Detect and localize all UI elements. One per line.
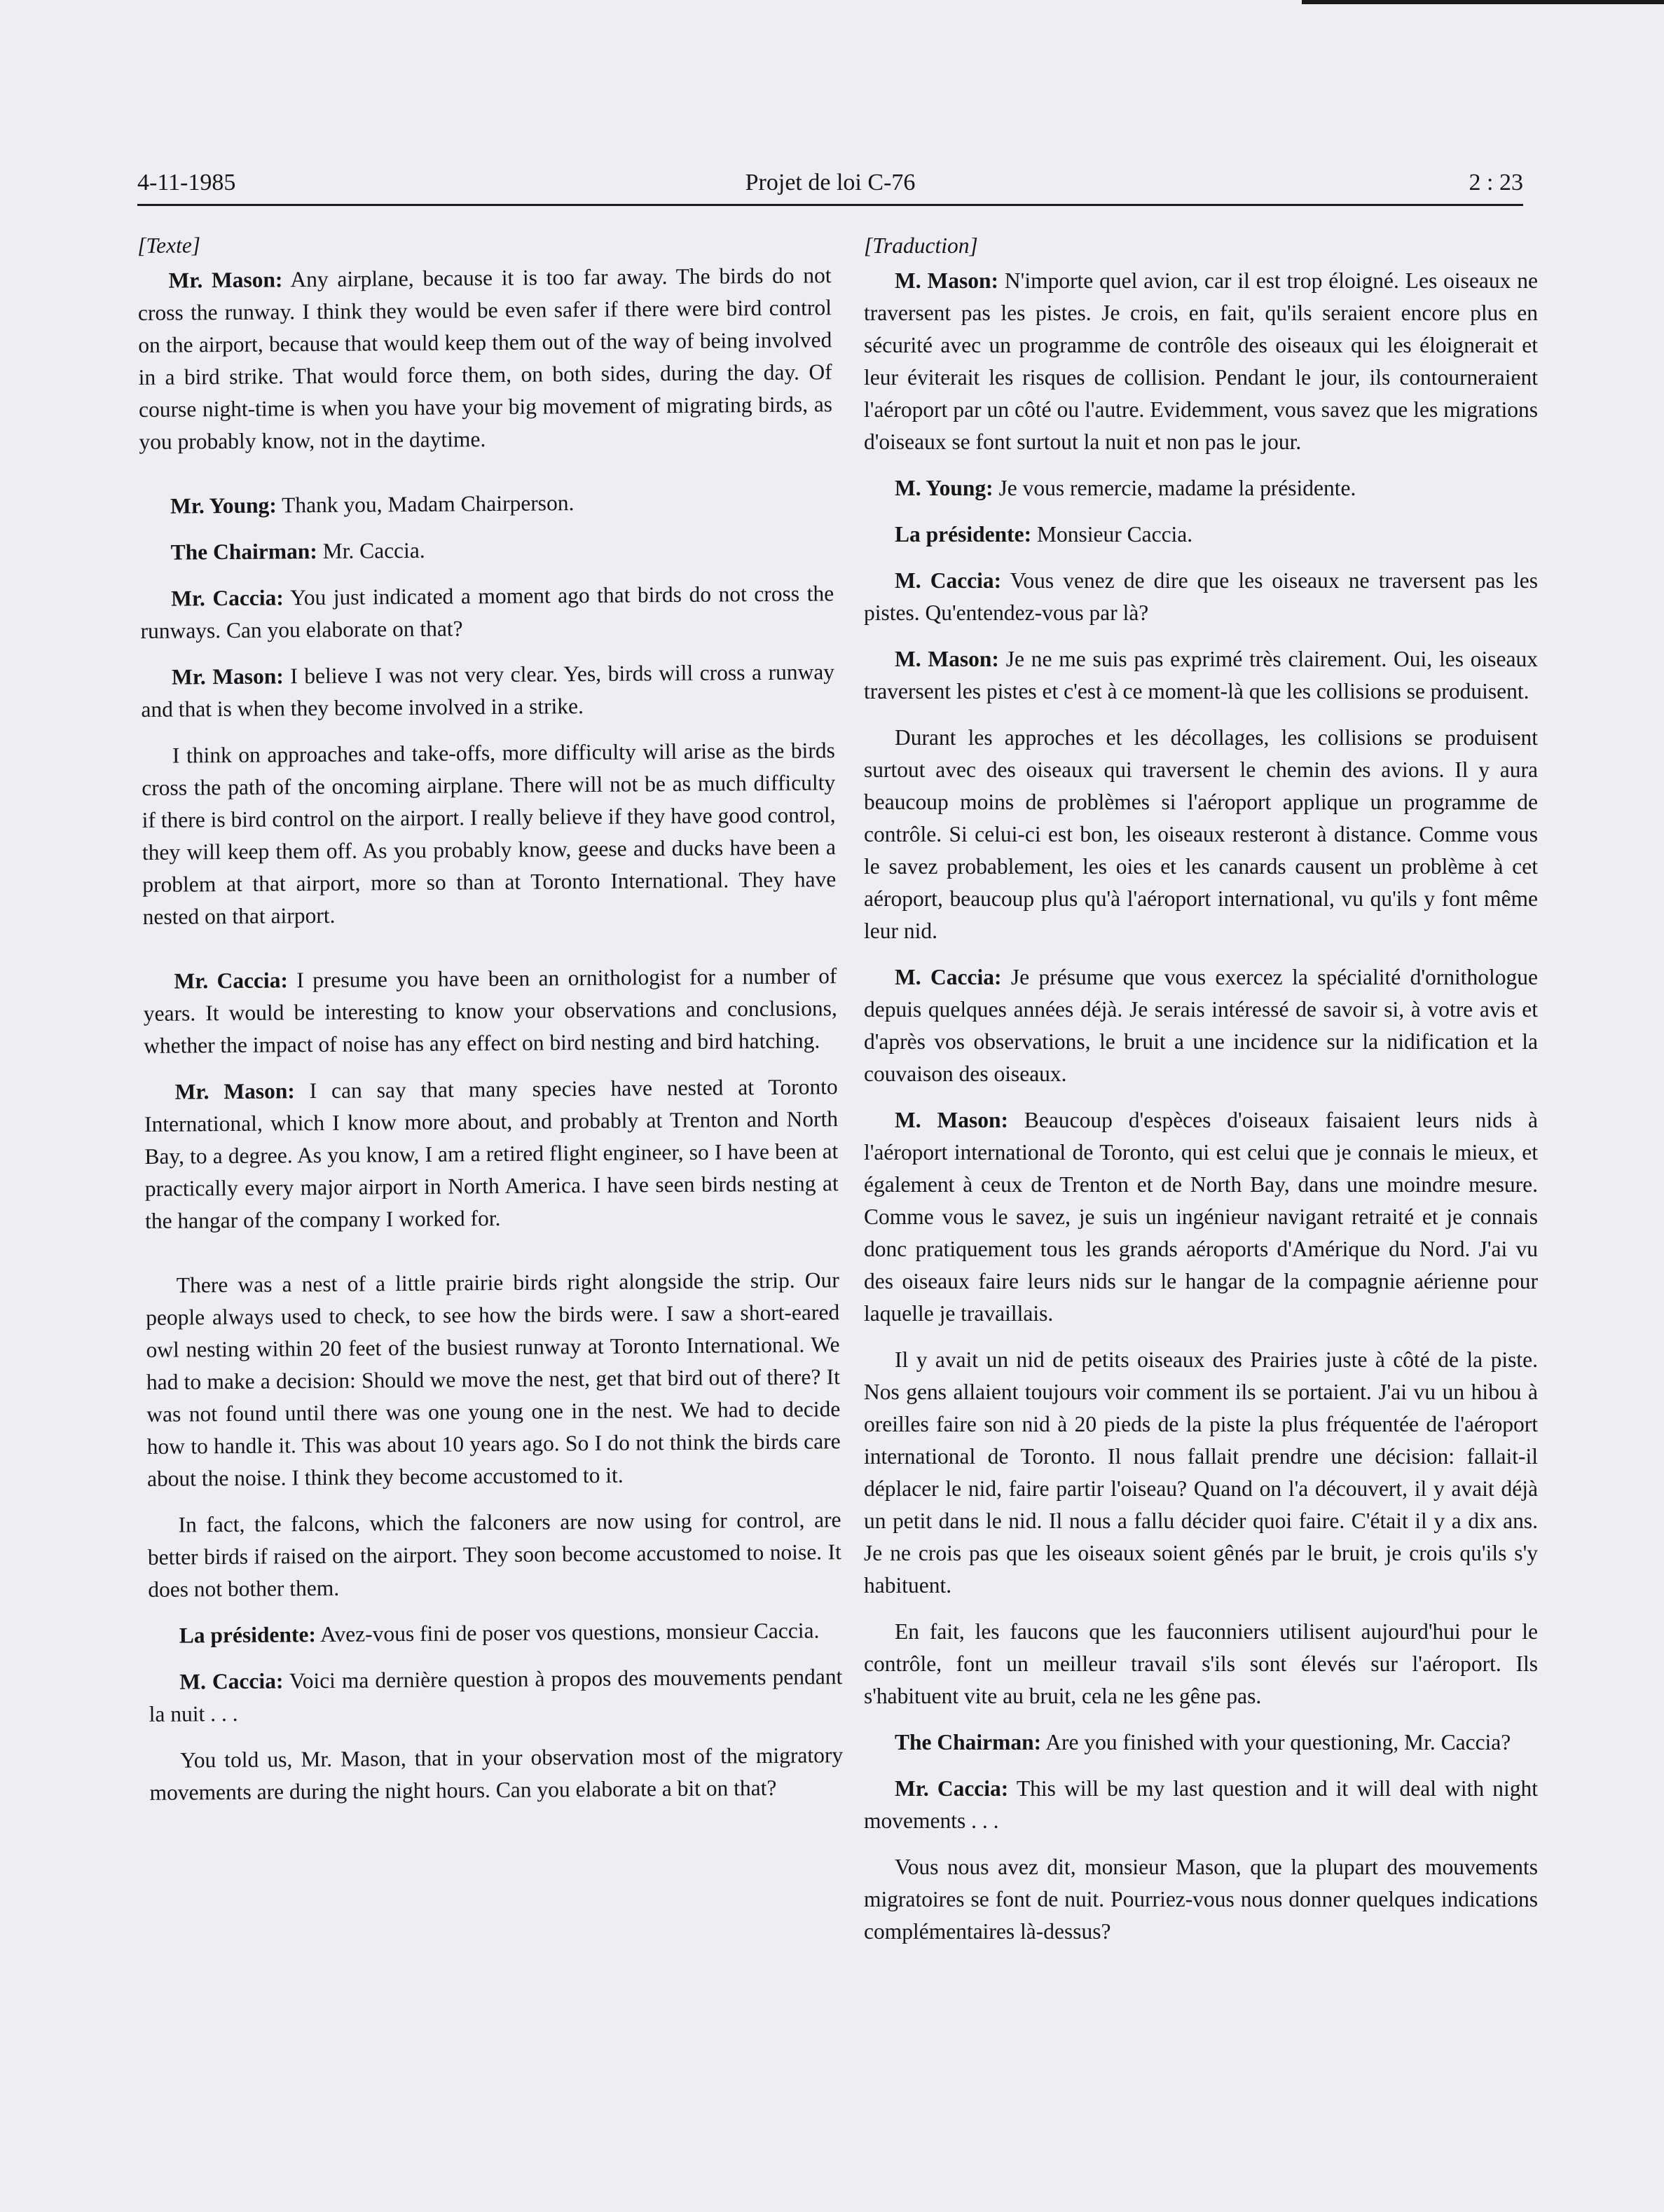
header-page-number: 2 : 23 (1469, 170, 1523, 195)
page-header (137, 165, 1523, 200)
paragraph: La présidente: Avez-vous fini de poser vos questions, monsieur Caccia. (179, 1618, 820, 1648)
paragraph: M. Caccia: Vous venez de dire que les oiseaux ne traversent pas les pistes. Qu'entendez-vous par là? (864, 568, 1538, 625)
paragraph: Il y avait un nid de petits oiseaux des Prairies juste à côté de la piste. Nos gens allaient toujours voir comment ils se portaient. J'ai vu un hibou à oreilles faire son nid à 20 pieds de la piste la plus fréquentée de l'aéroport international de Toronto. Il nous fallait prendre une décision: fallait-il déplacer le nid, faire partir l'oiseau? Quand on l'a découvert, il y avait déjà un petit dans le nid. Il nous a fallu décider quoi faire. C'était il y a dix ans. Je ne crois pas que les oiseaux soient gênés par le bruit, je crois qu'ils s'y habituent. (864, 1347, 1538, 1598)
paragraph: M. Caccia: Voici ma dernière question à propos des mouvements pendant la nuit . . . (149, 1664, 843, 1726)
header-date: 4-11-1985 (137, 170, 236, 195)
paragraph: M. Young: Je vous remercie, madame la présidente. (895, 476, 1356, 500)
paragraph: You told us, Mr. Mason, that in your observation most of the migratory movements are during the night hours. Can you elaborate a bit on that? (149, 1743, 844, 1805)
paragraph: Mr. Mason: I can say that many species have nested at Toronto International, which I know more about, and probably at Trenton and North Bay, to a degree. As you know, I am a retired flight engineer, so I have been at practically every major airport in North America. I have seen birds nesting at the hangar of the company I worked for. (144, 1074, 839, 1233)
section-tag: [Texte] (137, 233, 201, 258)
top-edge-rule (1302, 0, 1664, 4)
french-column (864, 230, 1538, 2192)
header-rule (137, 204, 1523, 206)
speaker-name: Mr. Young: (170, 493, 277, 518)
speaker-name: M. Young: (895, 476, 993, 500)
speaker-name: Mr. Mason: (174, 1078, 295, 1104)
paragraph: Mr. Mason: I believe I was not very clear. Yes, birds will cross a runway and that is when they become involved in a strike. (141, 659, 835, 722)
speaker-name: La présidente: (895, 522, 1032, 547)
speaker-name: Mr. Caccia: (895, 1776, 1009, 1801)
paragraph: La présidente: Monsieur Caccia. (895, 522, 1193, 547)
speaker-name: Mr. Mason: (171, 664, 284, 689)
paragraph: M. Mason: N'importe quel avion, car il est trop éloigné. Les oiseaux ne traversent pas les pistes. Je crois, en fait, qu'ils seraient encore plus en sécurité avec un programme de contrôle des oiseaux qui les éloignerait et leur éviterait les risques de collision. Pendant le jour, ils contourneraient l'aéroport par un côté ou l'autre. Evidemment, vous savez que les migrations d'oiseaux se font surtout la nuit et non pas le jour. (864, 268, 1538, 454)
english-column (137, 224, 846, 2192)
paragraph: Durant les approches et les décollages, les collisions se produisent surtout avec des oiseaux qui traversent le chemin des avions. Il y aura beaucoup moins de problèmes si l'aéroport applique un programme de contrôle. Si celui-ci est bon, les oiseaux resteront à distance. Comme vous le savez probablement, les oies et les canards causent un problème à cet aéroport, beaucoup plus qu'à l'aéroport international, vu qu'ils y font même leur nid. (864, 725, 1538, 943)
paragraph: Mr. Caccia: You just indicated a moment ago that birds do not cross the runways. Can you elaborate on that? (140, 581, 834, 643)
paragraph: M. Caccia: Je présume que vous exercez la spécialité d'ornithologue depuis quelques années déjà. Je serais intéressé de savoir si, à votre avis et d'après vos observations, le bruit a une incidence sur la nidification et la couvaison des oiseaux. (864, 965, 1538, 1086)
speaker-name: M. Mason: (895, 1108, 1009, 1132)
speaker-name: The Chairman: (170, 538, 317, 565)
speaker-name: La présidente: (179, 1622, 316, 1648)
paragraph: Vous nous avez dit, monsieur Mason, que la plupart des mouvements migratoires se font de nuit. Pourriez-vous nous donner quelques indications complémentaires là-dessus? (864, 1855, 1538, 1944)
paragraph: I think on approaches and take-offs, more difficulty will arise as the birds cross the path of the oncoming airplane. There will not be as much difficulty if there is bird control on the airport. I really believe if they have good control, they will keep them off. As you probably know, geese and ducks have been a problem at that airport, more so than at Toronto International. They have nested on that airport. (142, 738, 837, 929)
speaker-name: Mr. Caccia: (170, 585, 284, 611)
speaker-name: Mr. Mason: (168, 267, 283, 293)
paragraph: Mr. Young: Thank you, Madam Chairperson. (170, 490, 575, 518)
speaker-name: The Chairman: (895, 1730, 1042, 1754)
paragraph: Mr. Caccia: I presume you have been an ornithologist for a number of years. It would be interesting to know your observations and conclusions, whether the impact of noise has any effect on bird nesting and bird hatching. (143, 963, 837, 1058)
paragraph: The Chairman: Are you finished with your questioning, Mr. Caccia? (895, 1730, 1511, 1754)
paragraph: En fait, les faucons que les fauconniers utilisent aujourd'hui pour le contrôle, font un meilleur travail s'ils sont élevés sur l'aéroport. Ils s'habituent vite au bruit, cela ne les gêne pas. (864, 1619, 1538, 1708)
paragraph: There was a nest of a little prairie birds right alongside the strip. Our people always used to check, to see how the birds were. I saw a short-eared owl nesting within 20 feet of the busiest runway at Toronto International. We had to make a decision: Should we move the nest, get that bird out of there? It was not found until there was one young one in the nest. We had to decide how to handle it. This was about 10 years ago. So I do not think the birds care about the noise. I think they become accustomed to it. (146, 1268, 841, 1491)
paragraph: M. Mason: Je ne me suis pas exprimé très clairement. Oui, les oiseaux traversent les pistes et c'est à ce moment-là que les collisions se produisent. (864, 647, 1538, 703)
paragraph: Mr. Caccia: This will be my last question and it will deal with night movements . . . (864, 1776, 1538, 1833)
speaker-name: M. Mason: (895, 647, 999, 671)
paragraph: In fact, the falcons, which the falconers are now using for control, are better birds if raised on the airport. They soon become accustomed to noise. It does not bother them. (147, 1507, 841, 1602)
paragraph: M. Mason: Beaucoup d'espèces d'oiseaux faisaient leurs nids à l'aéroport international de Toronto, qui est celui que je connais le mieux, et également à ceux de Trenton et de North Bay, dans une moindre mesure. Comme vous le savez, je suis un ingénieur navigant retraité et je connais donc pratiquement tous les grands aéroports d'Amérique du Nord. J'ai vu des oiseaux faire leurs nids sur le hangar de la compagnie aérienne pour laquelle je travaillais. (864, 1108, 1538, 1326)
speaker-name: M. Caccia: (179, 1668, 284, 1694)
speaker-name: M. Caccia: (895, 965, 1002, 989)
section-tag: [Traduction] (864, 233, 978, 258)
speaker-name: M. Mason: (895, 268, 998, 293)
header-title: Projet de loi C-76 (745, 170, 916, 195)
paragraph: The Chairman: Mr. Caccia. (170, 537, 425, 565)
paragraph: Mr. Mason: Any airplane, because it is too far away. The birds do not cross the runway. I think they would be even safer if there were bird control on the airport, because that would keep them out of the way of being involved in a bird strike. That would force them, on both sides, during the day. Of course night-time is when you have your big movement of migrating birds, as you probably know, not in the daytime. (137, 263, 833, 454)
speaker-name: M. Caccia: (895, 568, 1002, 593)
speaker-name: Mr. Caccia: (174, 968, 289, 994)
